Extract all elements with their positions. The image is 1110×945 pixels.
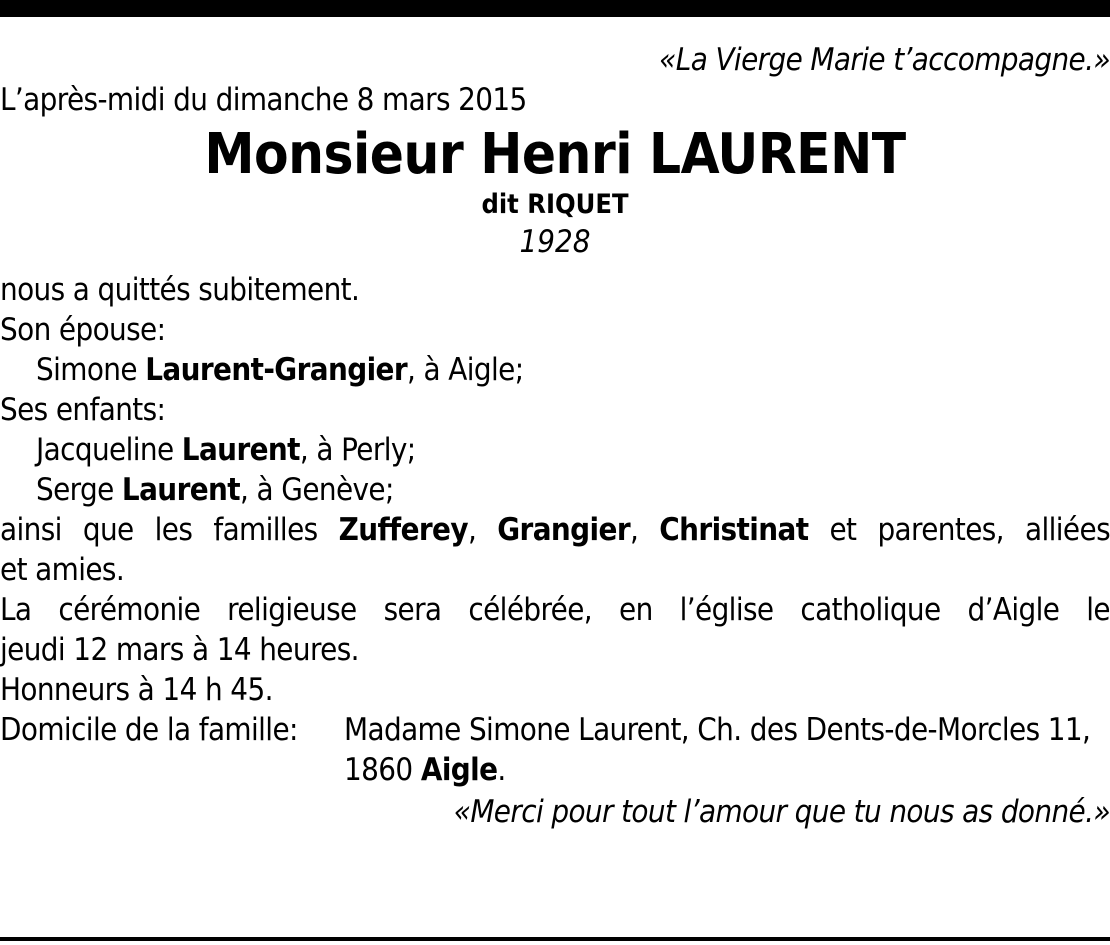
birth-year: 1928: [519, 224, 591, 260]
spouse-label: Son épouse:: [0, 312, 166, 348]
spouse-entry: [0, 350, 1110, 390]
children-label: Ses enfants:: [0, 392, 166, 428]
child-first-name: Serge: [36, 472, 122, 508]
top-rule: [0, 0, 1110, 17]
date-line: L’après-midi du dimanche 8 mars 2015: [0, 82, 527, 118]
domicile-end: .: [497, 752, 506, 788]
domicile-address-line-1: Madame Simone Laurent, Ch. des Dents-de-Morcles 11,: [344, 712, 1091, 748]
domicile-address: [344, 710, 1110, 790]
spouse-place: , à Aigle;: [407, 352, 524, 388]
domicile-label: Domicile de la famille:: [0, 712, 298, 748]
closing-quote: «Merci pour tout l’amour que tu nous as donné.»: [453, 794, 1110, 830]
child-last-name: Laurent: [121, 472, 241, 508]
spouse-first-name: Simone: [36, 352, 146, 388]
domicile-address-line-2: [344, 750, 1110, 790]
header-quote: «La Vierge Marie t’accompagne.»: [659, 42, 1110, 78]
child-entry: [0, 430, 1110, 470]
obituary-notice: [0, 40, 1110, 832]
families-separator: ,: [467, 512, 498, 548]
domicile-city: Aigle: [420, 752, 498, 788]
bottom-rule: [0, 937, 1110, 941]
ceremony-line-1: La cérémonie religieuse sera célébrée, en l’église catholique d’Aigle le: [0, 592, 1110, 628]
deceased-nickname: dit RIQUET: [481, 189, 629, 220]
child-place: , à Genève;: [240, 472, 394, 508]
domicile-block: [0, 710, 1110, 790]
family-zufferey: Zufferey: [338, 512, 468, 548]
family-grangier: Grangier: [497, 512, 630, 548]
families-line: [0, 510, 1110, 550]
families-prefix: ainsi que les familles: [0, 512, 339, 548]
family-christinat: Christinat: [659, 512, 809, 548]
child-place: , à Perly;: [299, 432, 416, 468]
child-last-name: Laurent: [181, 432, 300, 468]
families-separator: ,: [629, 512, 660, 548]
families-line-2: et amies.: [0, 552, 125, 588]
death-line: nous a quittés subitement.: [0, 272, 360, 308]
child-first-name: Jacqueline: [36, 432, 182, 468]
deceased-name: Monsieur Henri LAURENT: [204, 122, 906, 187]
spouse-last-name: Laurent-Grangier: [145, 352, 408, 388]
families-suffix: et parentes, alliées: [808, 512, 1110, 548]
child-entry: [0, 470, 1110, 510]
ceremony-line-2: jeudi 12 mars à 14 heures.: [0, 632, 359, 668]
domicile-postal-code: 1860: [344, 752, 421, 788]
honours-line: Honneurs à 14 h 45.: [0, 672, 273, 708]
